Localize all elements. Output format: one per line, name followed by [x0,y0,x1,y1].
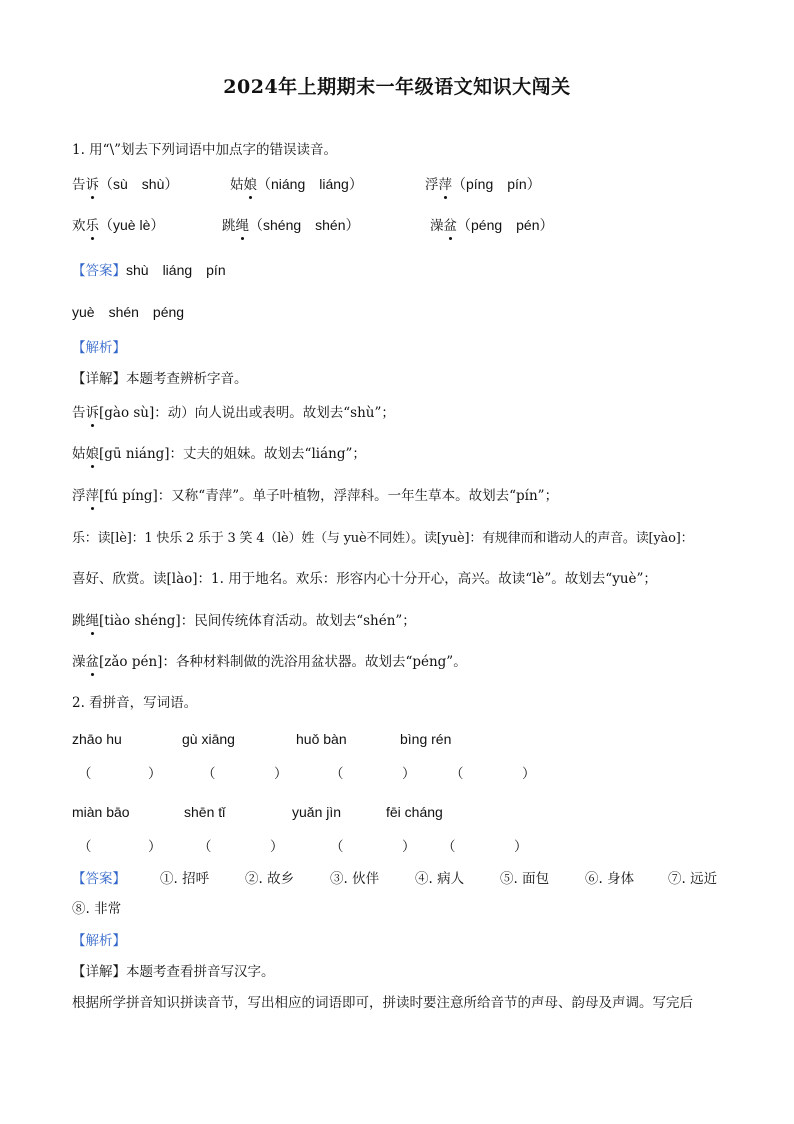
q2-blank-close: ） [148,839,162,855]
q2-blank-open: （ [330,766,344,782]
q1-item-pinyin: （sù shù） [99,176,179,192]
q1-prompt: 1. 用“\”划去下列词语中加点字的错误读音。 [72,142,338,158]
q2-blank-open: （ [78,839,92,855]
expl-char: 浮 [72,488,86,504]
q1-item-dotted-char: 绳 [235,218,249,234]
q1-item-char: 澡 [430,218,444,234]
q1-item-3 [425,174,541,195]
q2-blank-close: ） [522,766,536,782]
q2-prompt: 2. 看拼音，写词语。 [72,695,198,711]
q1-item-char: 浮 [425,177,439,193]
document-title: 2024年上期期末一年级语文知识大闯关 [223,76,571,98]
q2-blank-open: （ [330,839,344,855]
q2-pinyin: huǒ bàn [296,731,347,747]
expl-char: 澡 [72,654,86,670]
answer-tag: 【答案】 [72,263,126,279]
expl-text: [zǎo pén]：各种材料制做的洗浴用盆状器。故划去“péng”。 [99,654,467,670]
expl-char: 跳 [72,613,86,629]
q2-blank-open: （ [450,766,464,782]
expl-text: [gào sù]：动）向人说出或表明。故划去“shù”； [99,405,395,421]
q2-blank-close: ） [274,766,288,782]
q1-explanation-3 [72,486,558,506]
q2-pinyin: zhāo hu [72,731,122,747]
q1-explanation-5: 喜好、欣赏。读[lào]：1. 用于地名。欢乐：形容内心十分开心，高兴。故读“lè”。故划去“yuè”； [72,571,657,587]
q2-blank-close: ） [402,766,416,782]
q2-body: 根据所学拼音知识拼读音节，写出相应的词语即可，拼读时要注意所给音节的声母、韵母及声调。写完后 [72,995,693,1011]
expl-dotted-char: 绳 [85,613,99,629]
q1-explanation-6 [72,611,416,631]
q2-answer: ②. 故乡 [245,871,295,887]
q1-item-pinyin: （péng pén） [457,217,554,233]
expl-char: 告 [72,405,86,421]
q1-item-4 [72,215,164,236]
expl-dotted-char: 娘 [85,446,99,462]
q2-pinyin: miàn bāo [72,804,130,820]
q1-explanation-7 [72,652,467,672]
q2-pinyin: gù xiāng [182,731,235,747]
expl-dotted-char: 诉 [85,405,99,421]
q1-item-pinyin: （niáng liáng） [257,176,363,192]
q1-item-char: 欢 [72,218,86,234]
q1-detail: 【详解】本题考查辨析字音。 [72,371,248,387]
q2-answer: ⑦. 远近 [668,871,718,887]
q1-item-char: 告 [72,177,86,193]
q2-pinyin: bìng rén [400,731,452,747]
q1-item-char: 跳 [222,218,236,234]
q2-blank-close: ） [270,839,284,855]
q2-answer: ③. 伙伴 [330,871,380,887]
q2-blank-open: （ [78,766,92,782]
analysis-tag: 【解析】 [72,933,126,949]
q1-explanation-2 [72,444,366,464]
q2-blank-open: （ [198,839,212,855]
q1-item-5 [222,215,360,236]
q1-item-pinyin: （shéng shén） [249,217,360,233]
analysis-tag: 【解析】 [72,340,126,356]
q1-item-pinyin: （píng pín） [452,176,541,192]
q1-explanation-4: 乐：读[lè]：1 快乐 2 乐于 3 笑 4（lè）姓（与 yuè不同姓）。读[yuè]：有规律而和谐动人的声音。读[yào]： [72,531,694,546]
q2-answer: ⑥. 身体 [585,871,635,887]
expl-dotted-char: 萍 [85,488,99,504]
q1-item-dotted-char: 盆 [443,218,457,234]
expl-text: [fú píng]：又称“青萍”。单子叶植物，浮萍科。一年生草本。故划去“pín”； [99,488,559,504]
q2-pinyin: fēi cháng [386,804,443,820]
q1-item-dotted-char: 诉 [85,177,99,193]
q2-blank-close: ） [402,839,416,855]
q2-answer: ⑧. 非常 [72,901,122,917]
q1-item-dotted-char: 萍 [438,177,452,193]
q2-pinyin: shēn tǐ [184,804,226,820]
q2-answer: ⑤. 面包 [500,871,550,887]
expl-char: 姑 [72,446,86,462]
q2-blank-close: ） [514,839,528,855]
expl-dotted-char: 盆 [85,654,99,670]
q1-item-char: 姑 [230,177,244,193]
q2-blank-open: （ [442,839,456,855]
q1-item-2 [230,174,363,195]
q1-item-1 [72,174,178,195]
expl-text: [gū niáng]：丈夫的姐妹。故划去“liáng”； [99,446,366,462]
q1-answer-line-2: yuè shén péng [72,304,185,320]
q2-pinyin: yuǎn jìn [292,804,342,820]
q1-item-dotted-char: 娘 [243,177,257,193]
q1-explanation-1 [72,403,395,423]
answer-tag: 【答案】 [72,871,126,887]
expl-text: [tiào shéng]：民间传统体育活动。故划去“shén”； [99,613,416,629]
q1-item-dotted-char: 乐 [85,218,99,234]
q1-answer-line-1: shù liáng pín [126,262,226,278]
q1-item-pinyin: （yuè lè） [99,217,165,233]
q2-blank-open: （ [202,766,216,782]
q1-answer [72,260,226,281]
q2-answer: ④. 病人 [415,871,465,887]
q2-detail: 【详解】本题考查看拼音写汉字。 [72,964,275,980]
q2-blank-close: ） [148,766,162,782]
q1-item-6 [430,215,554,236]
q2-answer: ①. 招呼 [160,871,210,887]
